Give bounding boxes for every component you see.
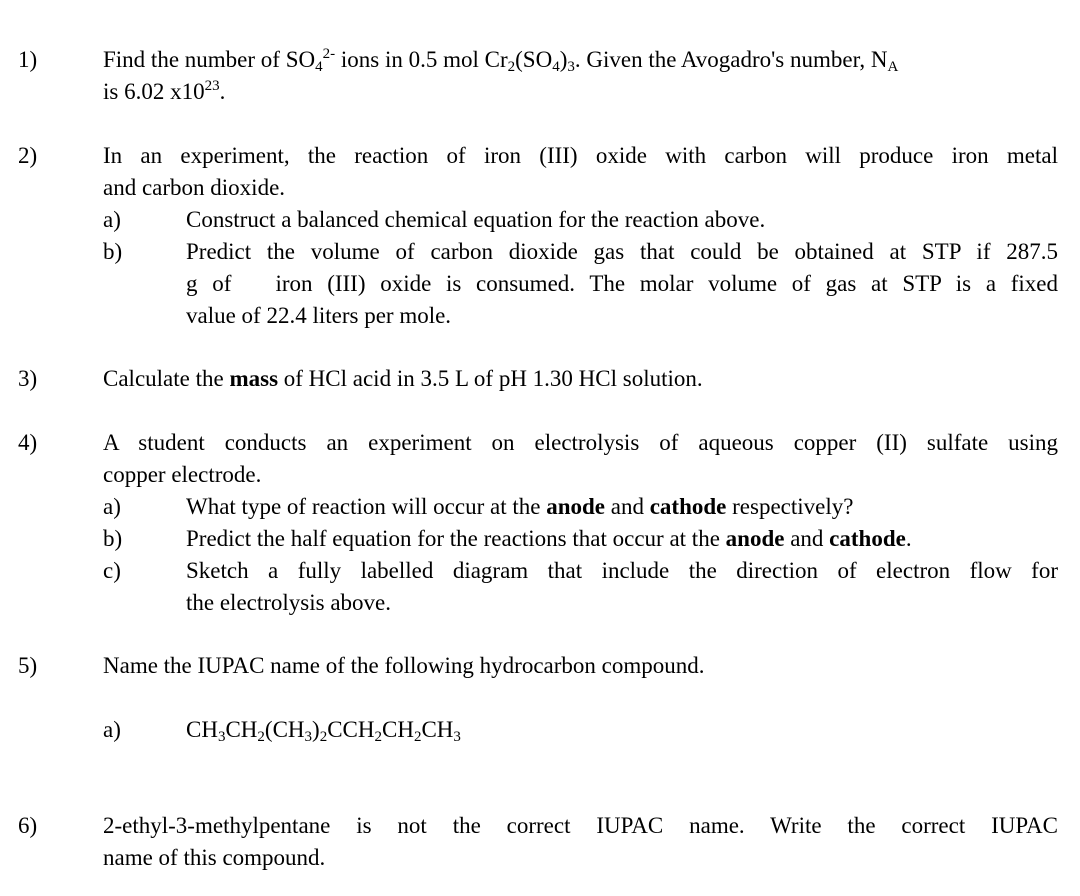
question-4c-label: c) xyxy=(103,558,121,583)
question-1-line-2: is 6.02 $x10^{23}$. xyxy=(103,78,226,104)
question-2b-line-1: Predict the volume of carbon dioxide gas that could be obtained at STP if 287.5 xyxy=(186,239,1058,264)
question-4b-text: Predict the half equation for the reactions that occur at the anode and cathode. xyxy=(186,526,912,551)
question-6-line-2: name of this compound. xyxy=(103,845,326,870)
question-4-number: 4) xyxy=(18,430,38,455)
question-6-number: 6) xyxy=(18,813,38,838)
question-1-line-1: Find the number of $SO_4^{2-}$ ions in 0.5 mol $Cr_2(SO_4)_3$. Given the Avogadro's number, $N_A$ xyxy=(103,46,899,75)
question-2a-label: a) xyxy=(103,207,121,232)
question-2-line-2: and carbon dioxide. xyxy=(103,175,286,200)
question-5a-formula: $CH_3CH_2(CH_3)_2CCH_2CH_2CH_3$ xyxy=(186,717,461,745)
question-4a-label: a) xyxy=(103,494,121,519)
question-2b-label: b) xyxy=(103,239,123,264)
question-2-number: 2) xyxy=(18,143,38,168)
question-2b-line-3: value of 22.4 liters per mole. xyxy=(186,303,452,328)
question-2a-text: Construct a balanced chemical equation for the reaction above. xyxy=(186,207,766,232)
question-4c-line-2: the electrolysis above. xyxy=(186,590,392,615)
question-3-text: Calculate the mass of HCl acid in 3.5 L of pH 1.30 HCl solution. xyxy=(103,366,703,391)
question-5-number: 5) xyxy=(18,653,38,678)
question-6-line-1: 2-ethyl-3-methylpentane is not the correct IUPAC name. Write the correct IUPAC xyxy=(103,813,1058,838)
question-4a-text: What type of reaction will occur at the anode and cathode respectively? xyxy=(186,494,854,519)
question-2b-line-2: g of iron (III) oxide is consumed. The molar volume of gas at STP is a fixed xyxy=(186,271,1058,296)
question-4c-line-1: Sketch a fully labelled diagram that include the direction of electron flow for xyxy=(186,558,1058,583)
question-2-line-1: In an experiment, the reaction of iron (III) oxide with carbon will produce iron metal xyxy=(103,143,1058,168)
question-3-number: 3) xyxy=(18,366,38,391)
question-5-text: Name the IUPAC name of the following hydrocarbon compound. xyxy=(103,653,705,678)
question-5a-label: a) xyxy=(103,717,121,742)
question-4-line-1: A student conducts an experiment on electrolysis of aqueous copper (II) sulfate using xyxy=(103,430,1058,455)
question-1-number: 1) xyxy=(18,47,38,72)
question-4b-label: b) xyxy=(103,526,123,551)
question-4-line-2: copper electrode. xyxy=(103,462,262,487)
